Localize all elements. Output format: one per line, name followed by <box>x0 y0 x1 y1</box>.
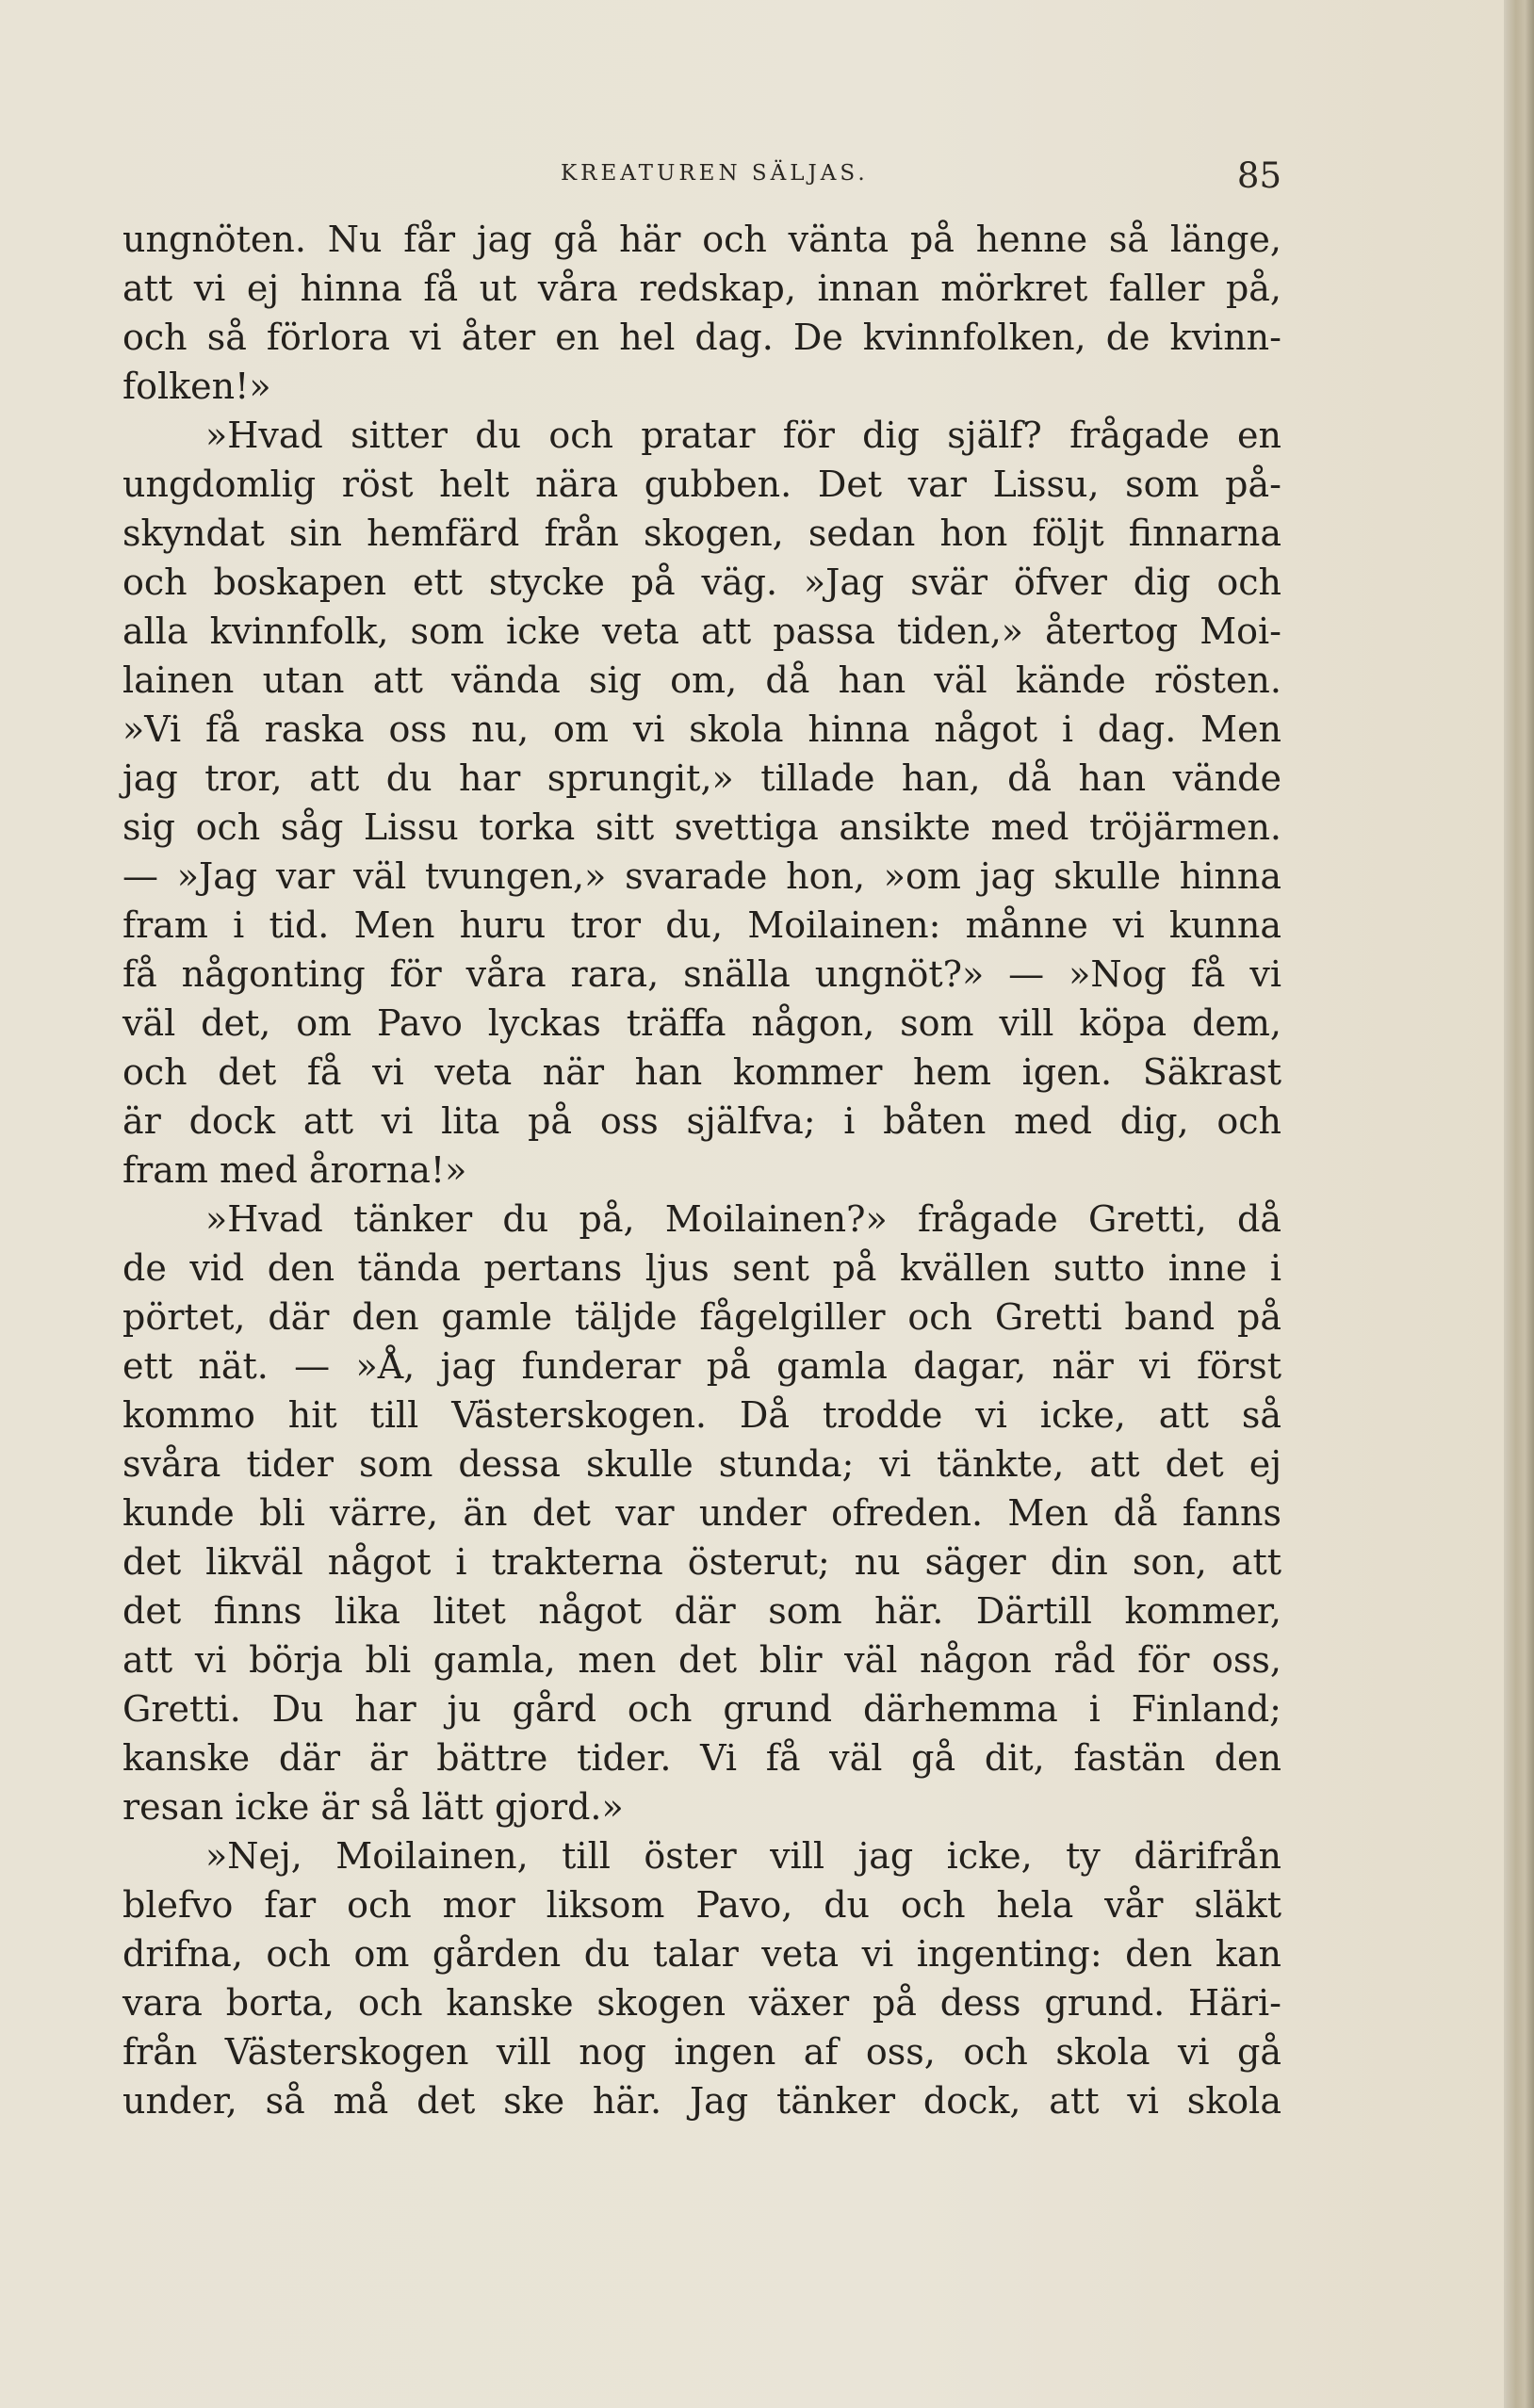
text-line: lainen utan att vända sig om, då han väl kände rösten. <box>122 659 1281 701</box>
text-line: ungdomlig röst helt nära gubben. Det var Lissu, som på- <box>122 464 1281 505</box>
running-title: KREATUREN SÄLJAS. <box>561 161 869 186</box>
text-line: drifna, och om gården du talar veta vi ingenting: den kan <box>122 1933 1281 1975</box>
text-line: är dock att vi lita på oss själfva; i båten med dig, och <box>122 1100 1281 1142</box>
text-line: »Nej, Moilainen, till öster vill jag icke, ty därifrån <box>205 1835 1281 1877</box>
text-line: kunde bli värre, än det var under ofreden. Men då fanns <box>122 1492 1281 1534</box>
text-line: kommo hit till Västerskogen. Då trodde vi icke, att så <box>122 1394 1281 1436</box>
text-line: fram med årorna!» <box>122 1149 467 1191</box>
text-line: att vi ej hinna få ut våra redskap, innan mörkret faller på, <box>122 268 1281 309</box>
text-line: resan icke är så lätt gjord.» <box>122 1786 624 1828</box>
text-line: vara borta, och kanske skogen växer på dess grund. Häri- <box>122 1982 1281 2024</box>
text-line: under, så må det ske här. Jag tänker dock, att vi skola <box>122 2080 1281 2122</box>
body-text <box>122 215 1281 2125</box>
page-edge <box>1504 0 1534 2408</box>
text-line: pörtet, där den gamle täljde fågelgiller och Gretti band på <box>122 1296 1281 1338</box>
text-line: — »Jag var väl tvungen,» svarade hon, »om jag skulle hinna <box>122 855 1281 897</box>
text-line: och det få vi veta när han kommer hem igen. Säkrast <box>122 1051 1281 1093</box>
text-line: »Hvad tänker du på, Moilainen?» frågade Gretti, då <box>205 1198 1281 1240</box>
text-line: »Hvad sitter du och pratar för dig själf? frågade en <box>205 415 1281 456</box>
text-line: alla kvinnfolk, som icke veta att passa tiden,» återtog Moi- <box>122 610 1281 652</box>
text-line: folken!» <box>122 366 271 407</box>
text-line: och så förlora vi åter en hel dag. De kvinnfolken, de kvinn- <box>122 317 1281 358</box>
page-header <box>122 155 1281 203</box>
text-line: fram i tid. Men huru tror du, Moilainen: månne vi kunna <box>122 904 1281 946</box>
text-line: det likväl något i trakterna österut; nu säger din son, att <box>122 1541 1281 1583</box>
text-line: få någonting för våra rara, snälla ungnöt?» — »Nog få vi <box>122 953 1281 995</box>
text-line: skyndat sin hemfärd från skogen, sedan hon följt finnarna <box>122 513 1281 554</box>
page-number: 85 <box>1236 155 1281 196</box>
text-line: Gretti. Du har ju gård och grund därhemma i Finland; <box>122 1688 1281 1730</box>
text-line: och boskapen ett stycke på väg. »Jag svär öfver dig och <box>122 561 1281 603</box>
text-line: från Västerskogen vill nog ingen af oss, och skola vi gå <box>122 2031 1281 2073</box>
text-line: det finns lika litet något där som här. Därtill kommer, <box>122 1590 1281 1632</box>
text-line: blefvo far och mor liksom Pavo, du och hela vår släkt <box>122 1884 1281 1926</box>
text-line: »Vi få raska oss nu, om vi skola hinna något i dag. Men <box>122 708 1281 750</box>
text-line: ett nät. — »Å, jag funderar på gamla dagar, när vi först <box>122 1345 1281 1387</box>
text-line: sig och såg Lissu torka sitt svettiga ansikte med tröjärmen. <box>122 806 1281 848</box>
text-line: jag tror, att du har sprungit,» tillade han, då han vände <box>122 757 1281 799</box>
text-line: svåra tider som dessa skulle stunda; vi tänkte, att det ej <box>122 1443 1281 1485</box>
text-line: de vid den tända pertans ljus sent på kvällen sutto inne i <box>122 1247 1281 1289</box>
text-line: väl det, om Pavo lyckas träffa någon, som vill köpa dem, <box>122 1002 1281 1044</box>
text-line: kanske där är bättre tider. Vi få väl gå dit, fastän den <box>122 1737 1281 1779</box>
text-line: att vi börja bli gamla, men det blir väl någon råd för oss, <box>122 1639 1281 1681</box>
text-line: ungnöten. Nu får jag gå här och vänta på henne så länge, <box>122 219 1281 260</box>
